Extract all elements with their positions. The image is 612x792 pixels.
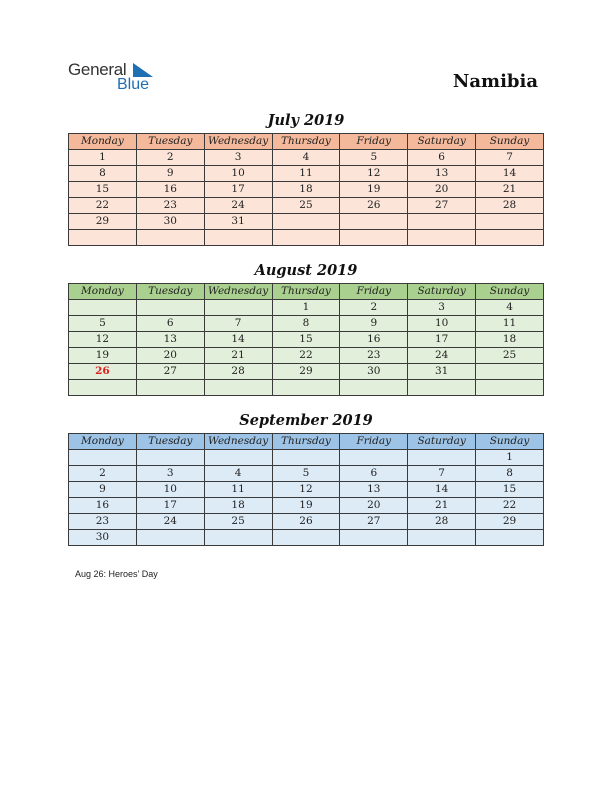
- weekday-header: Friday: [340, 284, 408, 300]
- week-row: [69, 450, 544, 466]
- day-cell: 25: [272, 198, 340, 214]
- weekday-header-row: [69, 284, 544, 300]
- day-cell: 7: [476, 150, 544, 166]
- week-row: [69, 150, 544, 166]
- day-cell: 30: [340, 364, 408, 380]
- day-cell: 3: [136, 466, 204, 482]
- day-cell: 2: [340, 300, 408, 316]
- day-cell: 6: [136, 316, 204, 332]
- day-cell: 24: [204, 198, 272, 214]
- day-cell: 28: [408, 514, 476, 530]
- day-cell: 9: [136, 166, 204, 182]
- day-cell: 25: [476, 348, 544, 364]
- weekday-header: Thursday: [272, 284, 340, 300]
- weekday-header: Friday: [340, 434, 408, 450]
- month-title-september: September 2019: [239, 412, 373, 429]
- day-cell: 8: [69, 166, 137, 182]
- day-cell: 16: [136, 182, 204, 198]
- day-cell: 3: [408, 300, 476, 316]
- calendar-body: [69, 450, 544, 546]
- day-cell: [340, 214, 408, 230]
- weekday-header: Thursday: [272, 434, 340, 450]
- day-cell: 17: [408, 332, 476, 348]
- week-row: [69, 482, 544, 498]
- day-cell: [136, 230, 204, 246]
- day-cell: 1: [476, 450, 544, 466]
- week-row: [69, 214, 544, 230]
- day-cell: 10: [204, 166, 272, 182]
- day-cell: 23: [69, 514, 137, 530]
- calendar-body: [69, 150, 544, 246]
- week-row: [69, 364, 544, 380]
- day-cell: 15: [272, 332, 340, 348]
- day-cell: 29: [476, 514, 544, 530]
- day-cell: [476, 214, 544, 230]
- day-cell: [69, 380, 137, 396]
- day-cell: 7: [408, 466, 476, 482]
- day-cell: 14: [204, 332, 272, 348]
- day-cell: 11: [272, 166, 340, 182]
- day-cell: 9: [340, 316, 408, 332]
- day-cell: 31: [204, 214, 272, 230]
- day-cell: 4: [476, 300, 544, 316]
- day-cell: [69, 300, 137, 316]
- day-cell: [272, 380, 340, 396]
- day-cell: [272, 450, 340, 466]
- day-cell: 8: [476, 466, 544, 482]
- day-cell: [340, 230, 408, 246]
- day-cell: 10: [408, 316, 476, 332]
- day-cell: [408, 530, 476, 546]
- day-cell: 17: [136, 498, 204, 514]
- day-cell: 20: [408, 182, 476, 198]
- day-cell: 31: [408, 364, 476, 380]
- month-title-july: July 2019: [267, 112, 345, 129]
- day-cell: 28: [204, 364, 272, 380]
- day-cell: 5: [340, 150, 408, 166]
- week-row: [69, 380, 544, 396]
- day-cell: 1: [69, 150, 137, 166]
- day-cell: 10: [136, 482, 204, 498]
- day-cell: 9: [69, 482, 137, 498]
- day-cell: 22: [272, 348, 340, 364]
- day-cell: 18: [272, 182, 340, 198]
- day-cell: 5: [69, 316, 137, 332]
- weekday-header: Sunday: [476, 434, 544, 450]
- day-cell: 18: [476, 332, 544, 348]
- weekday-header: Saturday: [408, 284, 476, 300]
- day-cell: [69, 450, 137, 466]
- day-cell: [204, 530, 272, 546]
- day-cell: [204, 300, 272, 316]
- week-row: [69, 498, 544, 514]
- day-cell: 16: [69, 498, 137, 514]
- logo-text-general: General: [68, 60, 127, 79]
- day-cell: 24: [136, 514, 204, 530]
- day-cell: 19: [340, 182, 408, 198]
- day-cell: 7: [204, 316, 272, 332]
- day-cell: [136, 530, 204, 546]
- day-cell: 26: [340, 198, 408, 214]
- day-cell: 23: [136, 198, 204, 214]
- day-cell: 23: [340, 348, 408, 364]
- day-cell: 24: [408, 348, 476, 364]
- day-cell: [476, 230, 544, 246]
- weekday-header: Wednesday: [204, 434, 272, 450]
- day-cell: [136, 380, 204, 396]
- day-cell: 8: [272, 316, 340, 332]
- day-cell: 20: [340, 498, 408, 514]
- calendar-september: [68, 433, 544, 546]
- week-row: [69, 530, 544, 546]
- day-cell: 17: [204, 182, 272, 198]
- day-cell: 29: [272, 364, 340, 380]
- day-cell: [340, 450, 408, 466]
- calendar-body: [69, 300, 544, 396]
- logo: [68, 60, 168, 96]
- day-cell: 18: [204, 498, 272, 514]
- day-cell: 13: [136, 332, 204, 348]
- day-cell: [69, 230, 137, 246]
- day-cell: 6: [408, 150, 476, 166]
- week-row: [69, 230, 544, 246]
- week-row: [69, 182, 544, 198]
- day-cell: 13: [408, 166, 476, 182]
- day-cell: 30: [69, 530, 137, 546]
- week-row: [69, 348, 544, 364]
- logo-text-blue: Blue: [117, 76, 150, 93]
- day-cell: [204, 380, 272, 396]
- day-cell: 5: [272, 466, 340, 482]
- calendar-july: [68, 133, 544, 246]
- week-row: [69, 316, 544, 332]
- day-cell: 6: [340, 466, 408, 482]
- week-row: [69, 300, 544, 316]
- weekday-header: Tuesday: [136, 284, 204, 300]
- day-cell: 27: [136, 364, 204, 380]
- day-cell: [408, 214, 476, 230]
- day-cell: [408, 450, 476, 466]
- month-title-august: August 2019: [254, 262, 358, 279]
- day-cell: 14: [476, 166, 544, 182]
- day-cell: [272, 214, 340, 230]
- day-cell: [408, 230, 476, 246]
- day-cell: 2: [69, 466, 137, 482]
- day-cell: [476, 364, 544, 380]
- weekday-header: Thursday: [272, 134, 340, 150]
- day-cell: 4: [204, 466, 272, 482]
- day-cell: 19: [272, 498, 340, 514]
- week-row: [69, 466, 544, 482]
- day-cell: [408, 380, 476, 396]
- day-cell: 11: [476, 316, 544, 332]
- day-cell: 12: [69, 332, 137, 348]
- week-row: [69, 332, 544, 348]
- weekday-header: Tuesday: [136, 434, 204, 450]
- weekday-header: Wednesday: [204, 284, 272, 300]
- week-row: [69, 514, 544, 530]
- day-cell: 30: [136, 214, 204, 230]
- day-cell: 21: [204, 348, 272, 364]
- day-cell: [340, 530, 408, 546]
- week-row: [69, 166, 544, 182]
- day-cell: 25: [204, 514, 272, 530]
- day-cell: 29: [69, 214, 137, 230]
- weekday-header: Saturday: [408, 134, 476, 150]
- day-cell: 12: [340, 166, 408, 182]
- weekday-header: Tuesday: [136, 134, 204, 150]
- day-cell: [476, 530, 544, 546]
- day-cell: [204, 230, 272, 246]
- day-cell: 1: [272, 300, 340, 316]
- day-cell: 4: [272, 150, 340, 166]
- weekday-header-row: [69, 134, 544, 150]
- day-cell: [476, 380, 544, 396]
- day-cell: 22: [69, 198, 137, 214]
- logo-triangle-icon: [133, 63, 153, 77]
- weekday-header: Wednesday: [204, 134, 272, 150]
- weekday-header: Monday: [69, 284, 137, 300]
- calendar-august: [68, 283, 544, 396]
- day-cell: [272, 530, 340, 546]
- day-cell: [136, 450, 204, 466]
- day-cell: 15: [69, 182, 137, 198]
- day-cell: 27: [408, 198, 476, 214]
- day-cell: 21: [476, 182, 544, 198]
- day-cell: 27: [340, 514, 408, 530]
- day-cell: 28: [476, 198, 544, 214]
- day-cell: [340, 380, 408, 396]
- day-cell: 13: [340, 482, 408, 498]
- day-cell: 16: [340, 332, 408, 348]
- day-cell: 2: [136, 150, 204, 166]
- weekday-header: Monday: [69, 434, 137, 450]
- day-cell: 14: [408, 482, 476, 498]
- weekday-header: Sunday: [476, 134, 544, 150]
- weekday-header: Sunday: [476, 284, 544, 300]
- day-cell: [272, 230, 340, 246]
- day-cell: 22: [476, 498, 544, 514]
- day-cell: 15: [476, 482, 544, 498]
- day-cell: 19: [69, 348, 137, 364]
- day-cell: 3: [204, 150, 272, 166]
- day-cell: 12: [272, 482, 340, 498]
- day-cell: [204, 450, 272, 466]
- day-cell: 20: [136, 348, 204, 364]
- day-cell: 21: [408, 498, 476, 514]
- week-row: [69, 198, 544, 214]
- weekday-header: Saturday: [408, 434, 476, 450]
- holiday-note: Aug 26: Heroes’ Day: [75, 569, 158, 579]
- day-cell: [136, 300, 204, 316]
- weekday-header: Monday: [69, 134, 137, 150]
- country-title: Namibia: [452, 71, 538, 92]
- day-cell: 26: [69, 364, 137, 380]
- day-cell: 26: [272, 514, 340, 530]
- day-cell: 11: [204, 482, 272, 498]
- weekday-header: Friday: [340, 134, 408, 150]
- weekday-header-row: [69, 434, 544, 450]
